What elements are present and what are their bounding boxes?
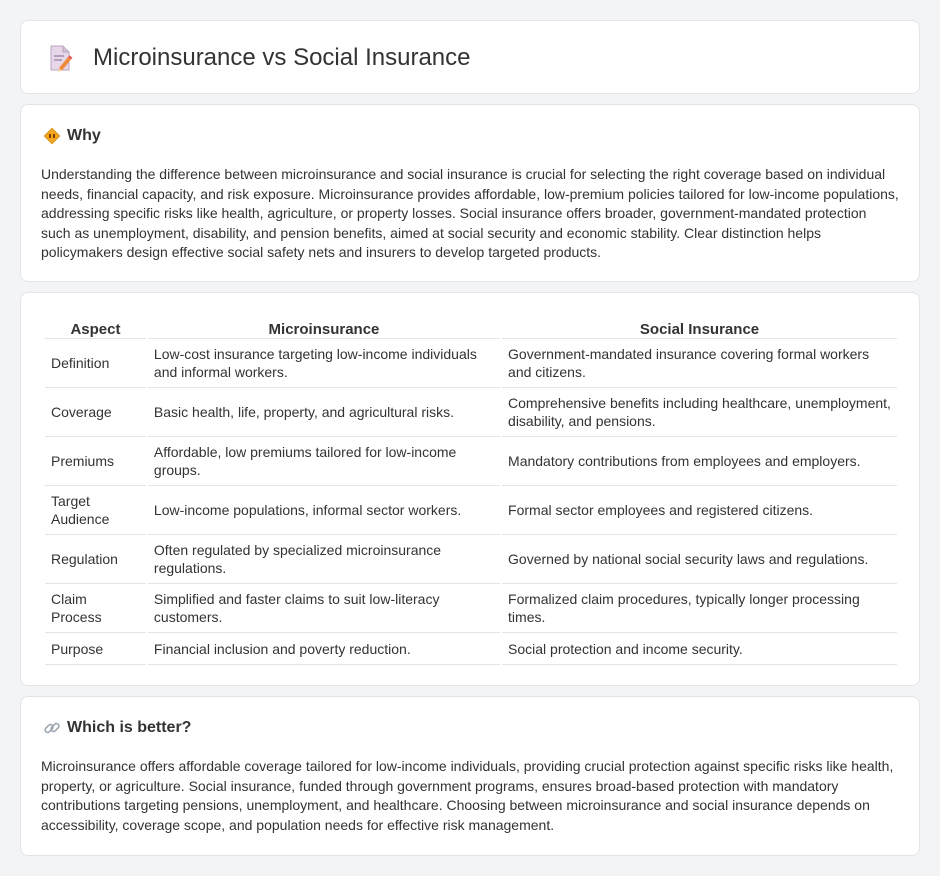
why-section [20,104,920,282]
table-row [45,388,897,437]
header-social-insurance: Social Insurance [502,315,897,339]
table-row [45,437,897,486]
title-row [45,43,471,73]
microinsurance-cell: Basic health, life, property, and agricultural risks. [148,388,500,437]
sign-icon [43,127,61,145]
aspect-cell: Target Audience [45,486,146,535]
social-insurance-cell: Comprehensive benefits including healthcare, unemployment, disability, and pensions. [502,388,897,437]
document-pen-icon [45,43,75,73]
page-title: Microinsurance vs Social Insurance [93,44,471,71]
social-insurance-cell: Social protection and income security. [502,633,897,665]
table-row [45,535,897,584]
better-heading [43,719,191,737]
header-aspect: Aspect [45,315,146,339]
social-insurance-cell: Formal sector employees and registered citizens. [502,486,897,535]
link-icon [43,719,61,737]
title-card [20,20,920,94]
aspect-cell: Regulation [45,535,146,584]
table-row [45,584,897,633]
microinsurance-cell: Often regulated by specialized microinsurance regulations. [148,535,500,584]
aspect-cell: Purpose [45,633,146,665]
social-insurance-cell: Governed by national social security laws and regulations. [502,535,897,584]
social-insurance-cell: Mandatory contributions from employees and employers. [502,437,897,486]
social-insurance-cell: Government-mandated insurance covering formal workers and citizens. [502,339,897,388]
social-insurance-cell: Formalized claim procedures, typically longer processing times. [502,584,897,633]
comparison-table [43,315,899,665]
table-row [45,486,897,535]
microinsurance-cell: Low-income populations, informal sector workers. [148,486,500,535]
aspect-cell: Premiums [45,437,146,486]
microinsurance-cell: Affordable, low premiums tailored for low-income groups. [148,437,500,486]
aspect-cell: Claim Process [45,584,146,633]
why-title: Why [67,127,101,144]
aspect-cell: Definition [45,339,146,388]
aspect-cell: Coverage [45,388,146,437]
better-text: Microinsurance offers affordable coverage tailored for low-income individuals, providing crucial protection against specific risks like health, property, or agriculture. Social insurance, funded through government programs, ensures broad-based protection with mandatory contributions targeting pensions, unemployment, and healthcare. Choosing between microinsurance and social insurance depends on accessibility, coverage scope, and population needs for effective risk management. [41,758,894,833]
microinsurance-cell: Simplified and faster claims to suit low-literacy customers. [148,584,500,633]
why-heading [43,127,101,145]
why-text: Understanding the difference between microinsurance and social insurance is crucial for selecting the right coverage based on individual needs, financial capacity, and risk exposure. Microinsurance provides affordable, low-premium policies tailored for low-income populations, addressing specific risks like health, agriculture, or property losses. Social insurance offers broader, government-mandated protection such as unemployment, disability, and pension benefits, aimed at social security and economic stability. Clear distinction helps policymakers design effective social safety nets and insurers to develop targeted products. [41,166,899,261]
table-header-row [45,315,897,339]
comparison-section [20,292,920,686]
microinsurance-cell: Financial inclusion and poverty reduction. [148,633,500,665]
header-microinsurance: Microinsurance [148,315,500,339]
microinsurance-cell: Low-cost insurance targeting low-income individuals and informal workers. [148,339,500,388]
which-is-better-section [20,696,920,856]
table-row [45,339,897,388]
better-title: Which is better? [67,719,192,736]
table-row [45,633,897,665]
